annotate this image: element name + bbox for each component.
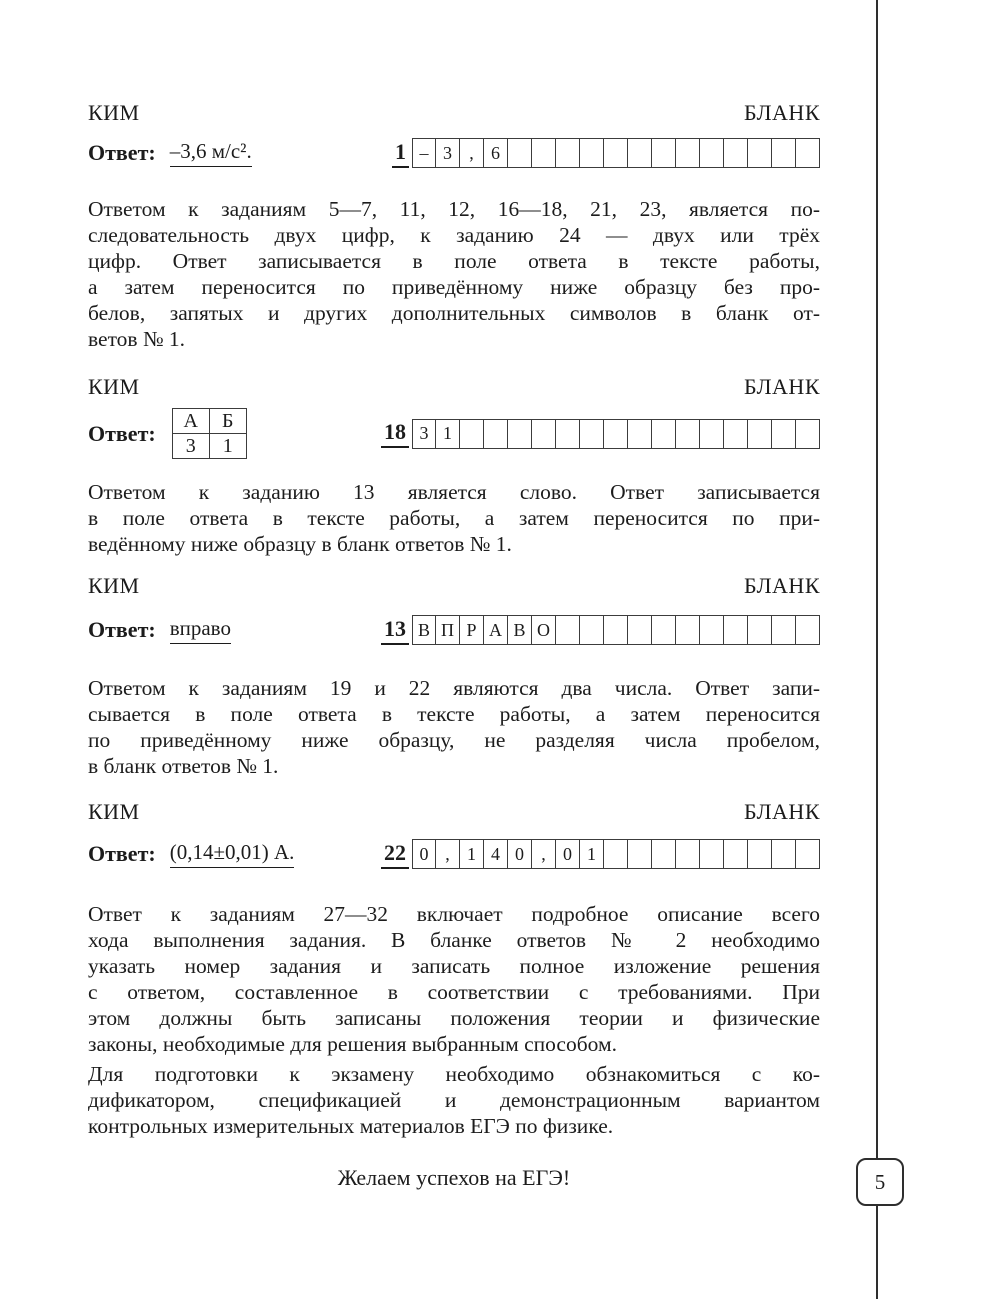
text-line: в поле ответа в тексте работы, а затем переносится по при- [88,506,820,530]
blank-label: БЛАНК [744,573,820,598]
text-line: белов, запятых и других дополнительных символов в бланк от- [88,301,820,325]
text-line: по приведённому ниже образцу, не разделяя числа пробелом, [88,728,820,752]
answer-cell: Р [460,615,484,645]
answer-cell: А [484,615,508,645]
answer-cell: 0 [412,839,436,869]
answer-cell [700,138,724,168]
answer-cell: О [532,615,556,645]
answer-cell [652,138,676,168]
answer-cell [676,615,700,645]
answer-label: Ответ: [88,841,156,866]
answer-cell [532,419,556,449]
preparation-paragraph [88,1061,820,1139]
form-header [88,799,820,825]
instruction-paragraph [88,901,820,1057]
answer-grid [412,419,820,449]
table-cell: 1 [209,434,246,459]
blank-label: БЛАНК [744,799,820,824]
answer-cell: В [412,615,436,645]
kim-label: КИМ [88,374,140,399]
answer-cell: – [412,138,436,168]
answer-cell: , [532,839,556,869]
page-number: 5 [874,1169,886,1194]
answer-cell [628,419,652,449]
answer-cell [724,615,748,645]
task-number: 13 [381,616,409,645]
task-number: 1 [392,139,409,168]
answer-cell [628,839,652,869]
answer-cell [628,138,652,168]
kim-label: КИМ [88,799,140,824]
answer-grid [412,839,820,869]
answer-row [88,408,820,459]
kim-label: КИМ [88,100,140,125]
answer-cell [772,839,796,869]
answer-grid [412,615,820,645]
answer-cell [508,419,532,449]
answer-row [88,138,820,168]
answer-cell [652,839,676,869]
answer-cell [700,839,724,869]
table-row [172,434,246,459]
closing-text: Желаем успехов на ЕГЭ! [337,1165,571,1190]
answer-cell [772,615,796,645]
form-header [88,100,820,126]
text-line: с ответом, составленное в соответствии с требованиями. При [88,980,820,1004]
answer-cell [532,138,556,168]
answer-cell: , [436,839,460,869]
instruction-paragraph [88,675,820,779]
text-line: законы, необходимые для решения выбранным способом. [88,1032,617,1056]
page-border-line [876,0,878,1299]
answer-cell: 1 [460,839,484,869]
task-number: 18 [381,419,409,448]
answer-cell [556,615,580,645]
answer-cell [724,839,748,869]
text-line: Ответом к заданиям 5—7, 11, 12, 16—18, 21, 23, является по- [88,197,820,221]
answer-value: (0,14±0,01) А. [170,840,295,868]
answer-cell: 3 [436,138,460,168]
answer-cell: 1 [436,419,460,449]
answer-cell [628,615,652,645]
answer-label: Ответ: [88,140,156,165]
text-line: а затем переносится по приведённому ниже образцу без про- [88,275,820,299]
answer-cell [580,615,604,645]
answer-label: Ответ: [88,617,156,642]
answer-cell [748,615,772,645]
answer-cell [604,615,628,645]
answer-cell [676,419,700,449]
text-line: цифр. Ответ записывается в поле ответа в тексте работы, [88,249,820,273]
text-line: Ответом к заданиям 19 и 22 являются два числа. Ответ запи- [88,676,820,700]
answer-cell [604,419,628,449]
text-line: Для подготовки к экзамену необходимо обзнакомиться с ко- [88,1062,820,1086]
answer-cell [676,138,700,168]
text-line: ветов № 1. [88,327,185,351]
answer-cell [652,615,676,645]
answer-cell: В [508,615,532,645]
text-line: дификатором, спецификацией и демонстрационным вариантом [88,1088,820,1112]
answer-cell [676,839,700,869]
answer-cell: 0 [556,839,580,869]
text-line: этом должны быть записаны положения теории и физические [88,1006,820,1030]
instruction-paragraph [88,479,820,557]
answer-cell [772,419,796,449]
answer-cell [556,419,580,449]
answer-cell [580,419,604,449]
answer-cell [748,839,772,869]
blank-label: БЛАНК [744,100,820,125]
answer-cell [796,138,820,168]
task-number: 22 [381,840,409,869]
page-number-badge [856,1158,904,1206]
kim-label: КИМ [88,573,140,598]
text-line: следовательность двух цифр, к заданию 24 — двух или трёх [88,223,820,247]
answer-cell: 0 [508,839,532,869]
answer-cell [460,419,484,449]
form-header [88,573,820,599]
instruction-paragraph [88,196,820,352]
answer-cell: 1 [580,839,604,869]
text-line: Ответ к заданиям 27—32 включает подробное описание всего [88,902,820,926]
answer-cell [652,419,676,449]
blank-label: БЛАНК [744,374,820,399]
table-row [172,409,246,434]
answer-cell [700,615,724,645]
answer-cell [796,839,820,869]
answer-value: –3,6 м/с². [170,139,252,167]
answer-cell [508,138,532,168]
answer-cell [724,138,748,168]
answer-cell [484,419,508,449]
text-line: ведённому ниже образцу в бланк ответов № 1. [88,532,512,556]
form-header [88,374,820,400]
table-cell: 3 [172,434,209,459]
table-cell: Б [209,409,246,434]
answer-cell [700,419,724,449]
answer-cell [796,419,820,449]
text-line: контрольных измерительных материалов ЕГЭ по физике. [88,1114,614,1138]
answer-cell [748,419,772,449]
answer-cell [724,419,748,449]
answer-cell: П [436,615,460,645]
answer-cell [772,138,796,168]
answer-row [88,615,820,645]
answer-cell: 4 [484,839,508,869]
page-content [88,100,820,1191]
answer-cell [604,138,628,168]
text-line: Ответом к заданию 13 является слово. Ответ записывается [88,480,820,504]
answer-cell [580,138,604,168]
answer-label: Ответ: [88,420,156,446]
answer-cell: 6 [484,138,508,168]
text-line: хода выполнения задания. В бланке ответов № 2 необходимо [88,928,820,952]
answer-grid [412,138,820,168]
answer-value: вправо [170,616,231,644]
answer-cell: , [460,138,484,168]
answer-cell [604,839,628,869]
text-line: указать номер задания и записать полное изложение решения [88,954,820,978]
answer-row [88,839,820,869]
matching-answer-table [172,408,247,459]
text-line: сывается в поле ответа в тексте работы, а затем переносится [88,702,820,726]
answer-cell [796,615,820,645]
text-line: в бланк ответов № 1. [88,754,279,778]
table-cell: А [172,409,209,434]
answer-cell [556,138,580,168]
answer-cell [748,138,772,168]
answer-cell: 3 [412,419,436,449]
